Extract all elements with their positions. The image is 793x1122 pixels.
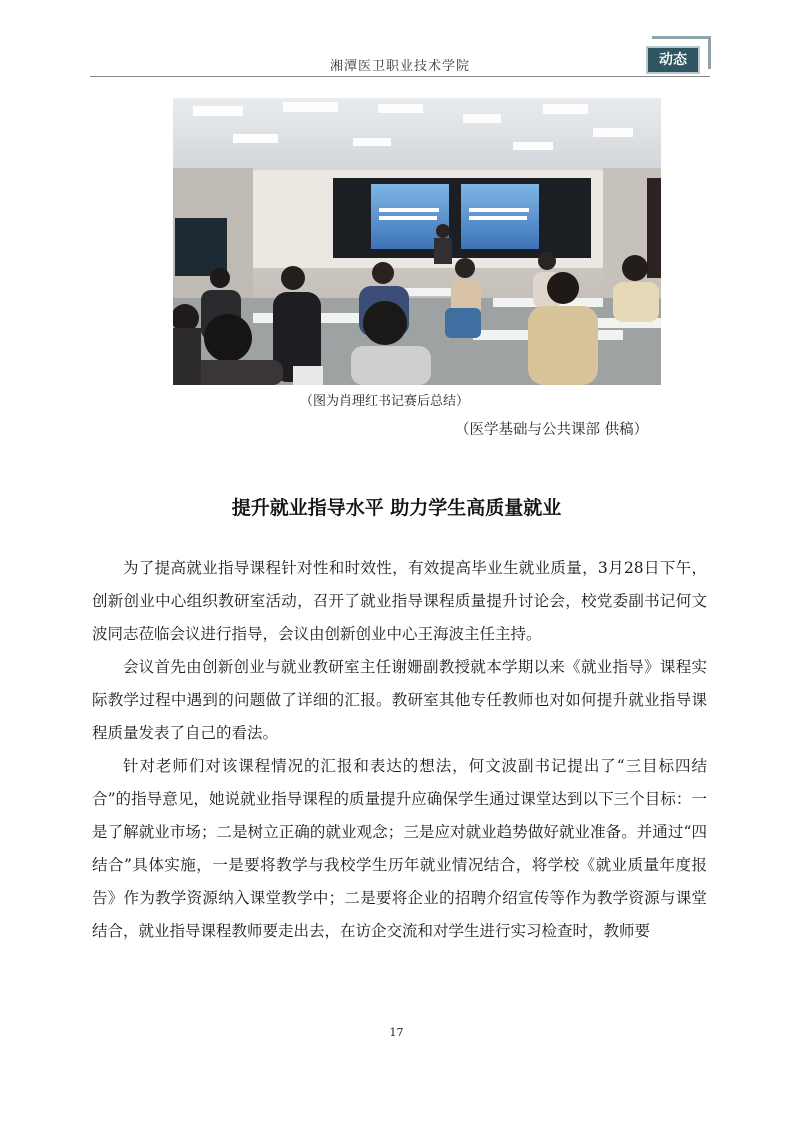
article-paragraph: 针对老师们对该课程情况的汇报和表达的想法，何文波副书记提出了“三目标四结合”的指导意见，她说就业指导课程的质量提升应确保学生通过课堂达到以下三个目标：一是了解就业市场；二是树立正确的就业观念；三是应对就业趋势做好就业准备。并通过“四结合”具体实施，一是要将教学与我校学生历年就业情况结合，将学校《就业质量年度报告》作为教学资源纳入课堂教学中；二是要将企业的招聘介绍宣传等作为教学资源与课堂结合，就业指导课程教师要走出去，在访企交流和对学生进行实习检查时，教师要 — [92, 757, 707, 940]
section-badge: 动态 — [646, 46, 700, 74]
header-divider — [90, 76, 710, 77]
article-body — [92, 552, 707, 948]
photo-caption: （图为肖理红书记赛后总结） — [300, 394, 470, 409]
classroom-photo — [173, 98, 661, 385]
credit-line: （医学基础与公共课部 供稿） — [455, 422, 649, 438]
article-paragraph: 为了提高就业指导课程针对性和时效性，有效提高毕业生就业质量，3月28日下午，创新创业中心组织教研室活动，召开了就业指导课程质量提升讨论会，校党委副书记何文波同志莅临会议进行指导，会议由创新创业中心王海波主任主持。 — [92, 559, 707, 643]
article-title: 提升就业指导水平 助力学生高质量就业 — [231, 497, 562, 519]
page-number: 17 — [389, 1026, 404, 1039]
article-paragraph: 会议首先由创新创业与就业教研室主任谢姗副教授就本学期以来《就业指导》课程实际教学过程中遇到的问题做了详细的汇报。教研室其他专任教师也对如何提升就业指导课程质量发表了自己的看法。 — [92, 658, 707, 742]
header-institution: 湘潭医卫职业技术学院 — [330, 59, 471, 74]
